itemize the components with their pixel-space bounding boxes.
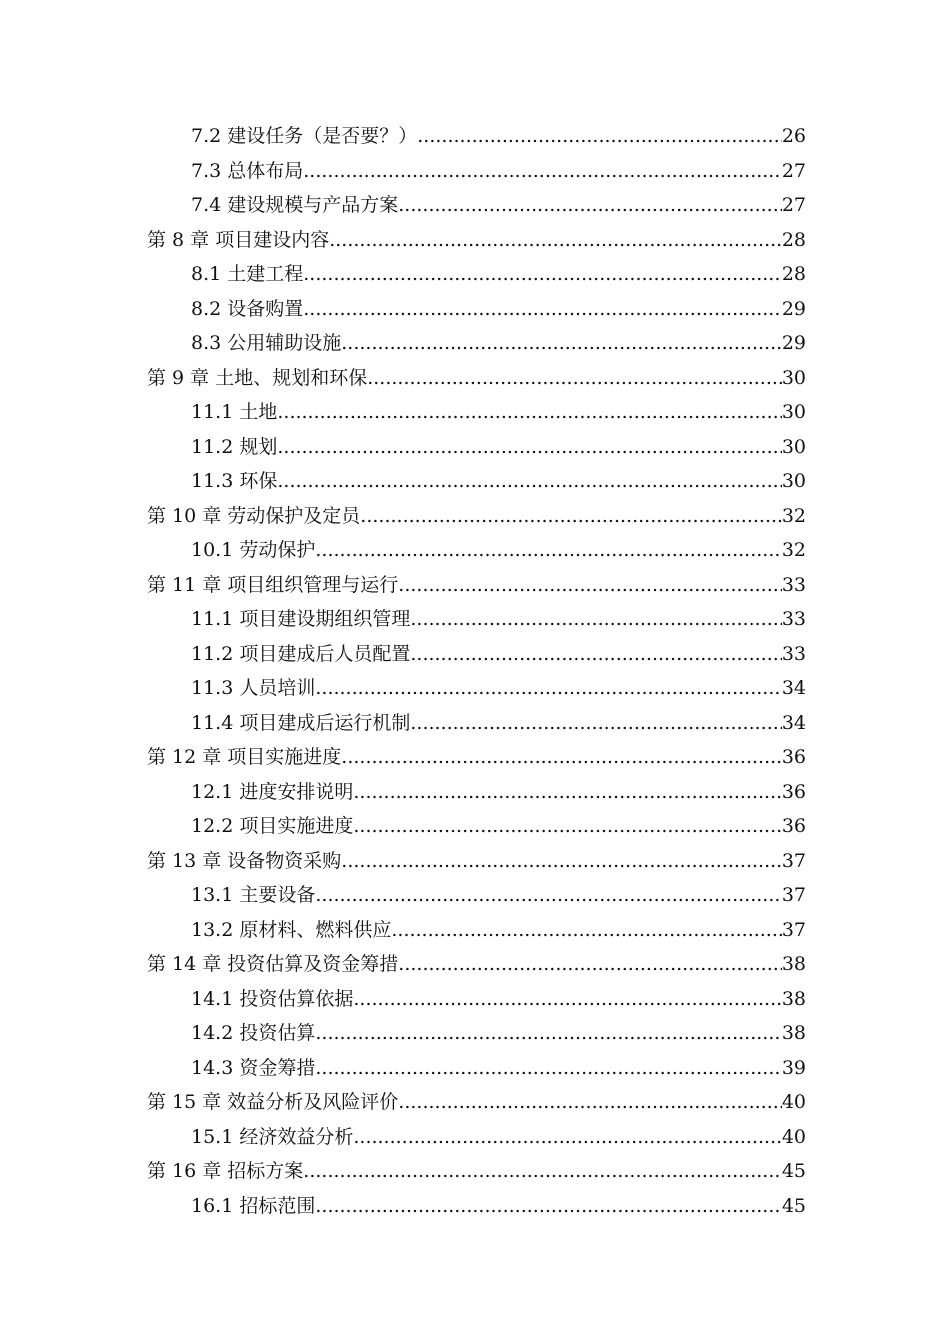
toc-page-number: 32 — [781, 504, 806, 527]
toc-page-number: 27 — [781, 159, 806, 182]
toc-section-entry[interactable] — [147, 1016, 806, 1051]
toc-entry-title: 13.1 主要设备 — [191, 884, 316, 906]
dot-leader — [353, 1120, 781, 1155]
toc-entry-title: 11.3 人员培训 — [191, 677, 316, 699]
toc-entry-title: 14.1 投资估算依据 — [191, 987, 354, 1010]
toc-section-entry[interactable] — [147, 671, 806, 706]
dot-leader — [398, 568, 782, 603]
toc-page-number: 36 — [781, 815, 806, 837]
dot-leader — [341, 844, 782, 879]
toc-entry-title: 11.3 环保 — [191, 470, 278, 492]
toc-entry-title: 16.1 招标范围 — [191, 1194, 316, 1217]
toc-section-entry[interactable] — [147, 292, 806, 327]
toc-section-entry[interactable] — [147, 775, 806, 810]
toc-entry-title: 8.3 公用辅助设施 — [191, 332, 342, 354]
toc-section-entry[interactable] — [147, 430, 806, 465]
dot-leader — [360, 499, 782, 534]
toc-chapter-entry[interactable] — [147, 1085, 806, 1120]
toc-page-number: 29 — [781, 332, 806, 354]
dot-leader — [410, 637, 781, 672]
toc-entry-title: 第 16 章 招标方案 — [147, 1160, 304, 1182]
toc-chapter-entry[interactable] — [147, 499, 806, 534]
toc-section-entry[interactable] — [147, 982, 806, 1017]
toc-page-number: 38 — [781, 953, 806, 975]
toc-page-number: 45 — [781, 1194, 806, 1217]
toc-entry-title: 15.1 经济效益分析 — [191, 1125, 354, 1148]
toc-entry-title: 第 11 章 项目组织管理与运行 — [147, 573, 399, 596]
toc-section-entry[interactable] — [147, 326, 806, 361]
dot-leader — [303, 154, 782, 189]
toc-page-number: 40 — [781, 1091, 806, 1113]
dot-leader — [391, 913, 781, 948]
toc-section-entry[interactable] — [147, 533, 806, 568]
toc-page-number: 37 — [781, 918, 806, 941]
toc-chapter-entry[interactable] — [147, 568, 806, 603]
dot-leader — [277, 430, 781, 465]
dot-leader — [303, 1154, 782, 1189]
dot-leader — [398, 1085, 782, 1120]
toc-page-number: 33 — [781, 608, 806, 630]
toc-entry-title: 第 13 章 设备物资采购 — [147, 849, 342, 872]
toc-section-entry[interactable] — [147, 1189, 806, 1224]
toc-entry-title: 12.2 项目实施进度 — [191, 815, 354, 837]
toc-entry-title: 11.1 土地 — [191, 401, 278, 423]
toc-entry-title: 7.2 建设任务（是否要？） — [191, 125, 418, 147]
toc-section-entry[interactable] — [147, 188, 806, 223]
toc-section-entry[interactable] — [147, 464, 806, 499]
dot-leader — [329, 223, 782, 258]
toc-chapter-entry[interactable] — [147, 361, 806, 396]
dot-leader — [315, 1189, 781, 1224]
toc-section-entry[interactable] — [147, 1120, 806, 1155]
toc-page-number: 37 — [781, 884, 806, 906]
toc-entry-title: 11.2 规划 — [191, 435, 278, 458]
toc-entry-title: 14.2 投资估算 — [191, 1022, 316, 1044]
toc-page-number: 28 — [781, 263, 806, 285]
toc-section-entry[interactable] — [147, 257, 806, 292]
toc-page-number: 33 — [781, 642, 806, 665]
toc-chapter-entry[interactable] — [147, 223, 806, 258]
toc-section-entry[interactable] — [147, 637, 806, 672]
toc-page-number: 36 — [781, 780, 806, 803]
dot-leader — [398, 947, 782, 982]
toc-page-number: 38 — [781, 1022, 806, 1044]
dot-leader — [315, 878, 781, 913]
toc-page-number: 28 — [781, 228, 806, 251]
toc-entry-title: 12.1 进度安排说明 — [191, 780, 354, 803]
toc-page-number: 26 — [781, 125, 806, 147]
toc-section-entry[interactable] — [147, 878, 806, 913]
dot-leader — [367, 361, 782, 396]
toc-page-number: 32 — [781, 539, 806, 561]
toc-section-entry[interactable] — [147, 154, 806, 189]
toc-chapter-entry[interactable] — [147, 740, 806, 775]
toc-entry-title: 8.1 土建工程 — [191, 263, 304, 285]
dot-leader — [353, 982, 781, 1017]
dot-leader — [410, 706, 781, 741]
dot-leader — [417, 119, 782, 154]
toc-entry-title: 8.2 设备购置 — [191, 297, 304, 320]
toc-page-number: 34 — [781, 677, 806, 699]
dot-leader — [353, 809, 781, 844]
toc-page-number: 27 — [781, 194, 806, 216]
toc-section-entry[interactable] — [147, 1051, 806, 1086]
toc-page-number: 36 — [781, 746, 806, 768]
toc-chapter-entry[interactable] — [147, 1154, 806, 1189]
toc-entry-title: 11.2 项目建成后人员配置 — [191, 642, 411, 665]
toc-page-number: 30 — [781, 470, 806, 492]
dot-leader — [315, 671, 781, 706]
toc-page-number: 45 — [781, 1160, 806, 1182]
toc-section-entry[interactable] — [147, 119, 806, 154]
dot-leader — [303, 292, 782, 327]
dot-leader — [315, 1051, 781, 1086]
toc-entry-title: 7.3 总体布局 — [191, 159, 304, 182]
dot-leader — [315, 533, 781, 568]
toc-page-number: 33 — [781, 573, 806, 596]
toc-entry-title: 第 10 章 劳动保护及定员 — [147, 504, 361, 527]
toc-page-number: 38 — [781, 987, 806, 1010]
toc-section-entry[interactable] — [147, 395, 806, 430]
toc-entry-title: 10.1 劳动保护 — [191, 539, 316, 561]
toc-chapter-entry[interactable] — [147, 947, 806, 982]
dot-leader — [277, 395, 781, 430]
toc-page-number: 29 — [781, 297, 806, 320]
toc-entry-title: 第 14 章 投资估算及资金筹措 — [147, 953, 399, 975]
dot-leader — [410, 602, 781, 637]
toc-entry-title: 第 8 章 项目建设内容 — [147, 228, 330, 251]
dot-leader — [353, 775, 781, 810]
dot-leader — [398, 188, 782, 223]
toc-section-entry[interactable] — [147, 913, 806, 948]
toc-entry-title: 第 9 章 土地、规划和环保 — [147, 366, 368, 389]
toc-page-number: 37 — [781, 849, 806, 872]
toc-page-number: 30 — [781, 435, 806, 458]
dot-leader — [303, 257, 782, 292]
toc-entry-title: 7.4 建设规模与产品方案 — [191, 194, 399, 216]
toc-entry-title: 13.2 原材料、燃料供应 — [191, 918, 392, 941]
toc-page-number: 30 — [781, 366, 806, 389]
toc-entry-title: 14.3 资金筹措 — [191, 1056, 316, 1079]
toc-entry-title: 第 12 章 项目实施进度 — [147, 746, 342, 768]
toc-entry-title: 11.1 项目建设期组织管理 — [191, 608, 411, 630]
dot-leader — [341, 326, 782, 361]
toc-page-number: 34 — [781, 711, 806, 734]
toc-chapter-entry[interactable] — [147, 844, 806, 879]
toc-section-entry[interactable] — [147, 602, 806, 637]
dot-leader — [277, 464, 781, 499]
toc-page-number: 39 — [781, 1056, 806, 1079]
toc-page-number: 40 — [781, 1125, 806, 1148]
table-of-contents — [147, 119, 806, 1223]
toc-page-number: 30 — [781, 401, 806, 423]
dot-leader — [315, 1016, 781, 1051]
dot-leader — [341, 740, 782, 775]
toc-section-entry[interactable] — [147, 706, 806, 741]
toc-entry-title: 第 15 章 效益分析及风险评价 — [147, 1091, 399, 1113]
toc-entry-title: 11.4 项目建成后运行机制 — [191, 711, 411, 734]
toc-section-entry[interactable] — [147, 809, 806, 844]
